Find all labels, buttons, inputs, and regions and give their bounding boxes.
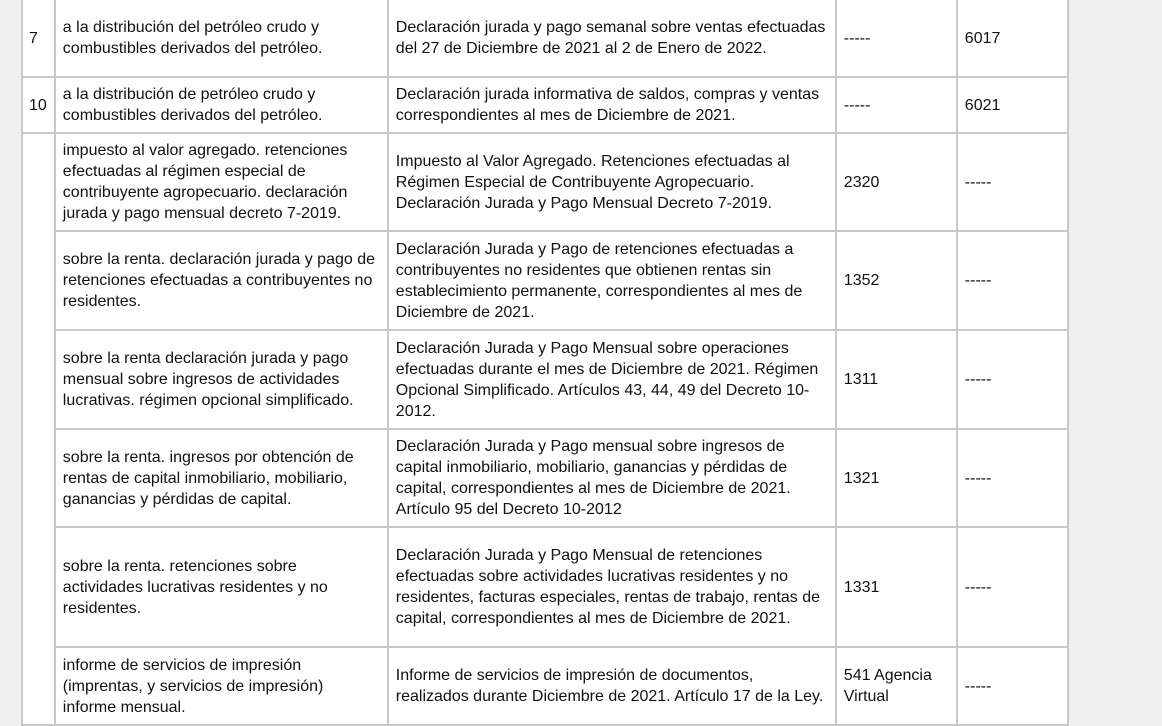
description-cell: Declaración Jurada y Pago Mensual sobre operaciones efectuadas durante el mes de Diciembre de 2021. Régimen Opcional Simplificado. Artículos 43, 44, 49 del Decreto 10-2012. — [388, 330, 836, 429]
table-row — [22, 231, 1068, 330]
table-row — [22, 133, 1068, 231]
table-row — [22, 429, 1068, 527]
table-row — [22, 527, 1068, 647]
code-cell: 6017 — [957, 0, 1068, 77]
form-cell: 541 Agencia Virtual — [836, 647, 957, 725]
description-cell: Declaración Jurada y Pago mensual sobre ingresos de capital inmobiliario, mobiliario, ganancias y pérdidas de capital, correspondientes al mes de Diciembre de 2021. Artículo 95 del Decreto 10-2012 — [388, 429, 836, 527]
form-cell: 2320 — [836, 133, 957, 231]
tax-obligations-table — [21, 0, 1069, 726]
form-cell: ----- — [836, 77, 957, 133]
code-cell: ----- — [957, 330, 1068, 429]
obligation-cell: impuesto al valor agregado. retenciones efectuadas al régimen especial de contribuyente agropecuario. declaración jurada y pago mensual decreto 7-2019. — [55, 133, 388, 231]
description-cell: Declaración jurada y pago semanal sobre ventas efectuadas del 27 de Diciembre de 2021 al 2 de Enero de 2022. — [388, 0, 836, 77]
obligation-cell: informe de servicios de impresión (imprentas, y servicios de impresión) informe mensual. — [55, 647, 388, 725]
form-cell: 1331 — [836, 527, 957, 647]
table-row — [22, 330, 1068, 429]
form-cell: 1321 — [836, 429, 957, 527]
table-row — [22, 0, 1068, 77]
table-row — [22, 647, 1068, 725]
day-cell-merged — [22, 133, 55, 725]
description-cell: Impuesto al Valor Agregado. Retenciones efectuadas al Régimen Especial de Contribuyente Agropecuario. Declaración Jurada y Pago Mensual Decreto 7-2019. — [388, 133, 836, 231]
obligation-cell: a la distribución del petróleo crudo y combustibles derivados del petróleo. — [55, 0, 388, 77]
description-cell: Informe de servicios de impresión de documentos, realizados durante Diciembre de 2021. Artículo 17 de la Ley. — [388, 647, 836, 725]
description-cell: Declaración jurada informativa de saldos, compras y ventas correspondientes al mes de Diciembre de 2021. — [388, 77, 836, 133]
form-cell: 1352 — [836, 231, 957, 330]
obligation-cell: sobre la renta. retenciones sobre actividades lucrativas residentes y no residentes. — [55, 527, 388, 647]
code-cell: 6021 — [957, 77, 1068, 133]
obligation-cell: a la distribución de petróleo crudo y combustibles derivados del petróleo. — [55, 77, 388, 133]
day-cell: 10 — [22, 77, 55, 133]
description-cell: Declaración Jurada y Pago Mensual de retenciones efectuadas sobre actividades lucrativas residentes y no residentes, facturas especiales, rentas de trabajo, rentas de capital, correspondientes al mes de Diciembre de 2021. — [388, 527, 836, 647]
code-cell: ----- — [957, 429, 1068, 527]
description-cell: Declaración Jurada y Pago de retenciones efectuadas a contribuyentes no residentes que obtienen rentas sin establecimiento permanente, correspondientes al mes de Diciembre de 2021. — [388, 231, 836, 330]
obligation-cell: sobre la renta. ingresos por obtención de rentas de capital inmobiliario, mobiliario, ganancias y pérdidas de capital. — [55, 429, 388, 527]
code-cell: ----- — [957, 527, 1068, 647]
code-cell: ----- — [957, 231, 1068, 330]
obligation-cell: sobre la renta declaración jurada y pago mensual sobre ingresos de actividades lucrativas. régimen opcional simplificado. — [55, 330, 388, 429]
obligation-cell: sobre la renta. declaración jurada y pago de retenciones efectuadas a contribuyentes no residentes. — [55, 231, 388, 330]
code-cell: ----- — [957, 647, 1068, 725]
code-cell: ----- — [957, 133, 1068, 231]
form-cell: ----- — [836, 0, 957, 77]
day-cell: 7 — [22, 0, 55, 77]
table-row — [22, 77, 1068, 133]
form-cell: 1311 — [836, 330, 957, 429]
